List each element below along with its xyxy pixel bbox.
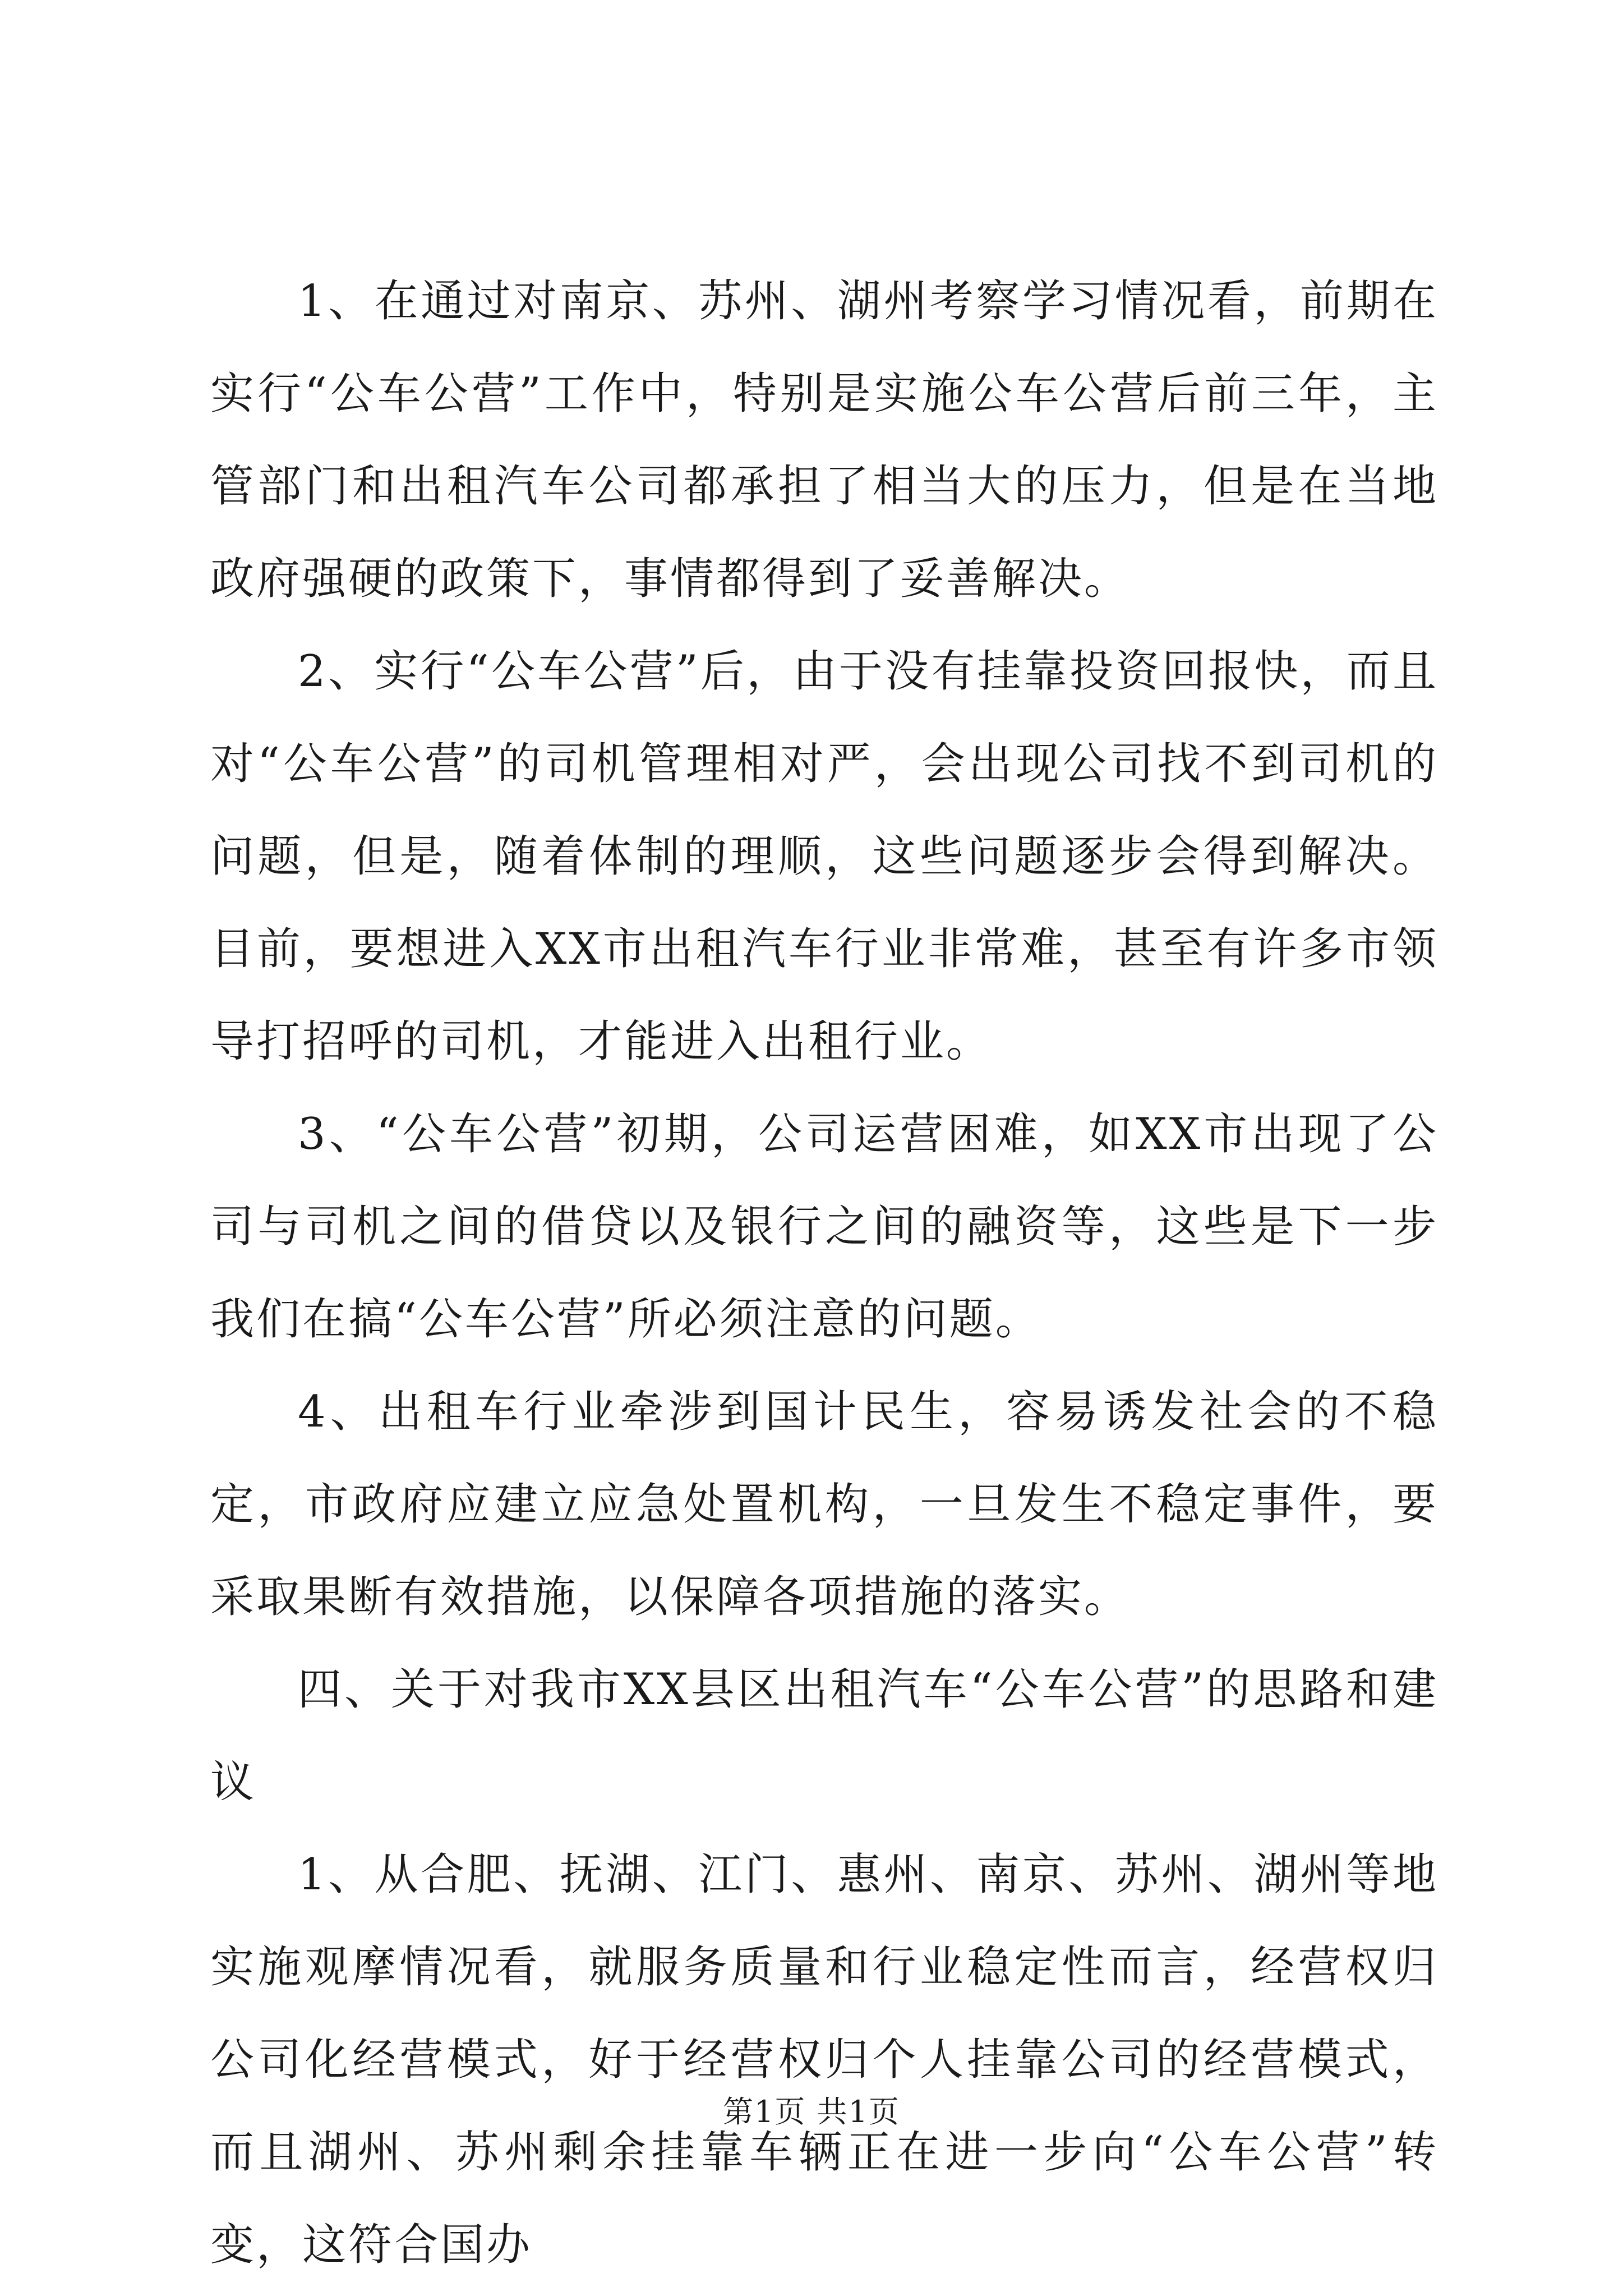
page-footer: 第1页 共1页 — [723, 2094, 900, 2129]
section-heading-four: 四、关于对我市XX县区出租汽车“公车公营”的思路和建议 — [210, 1664, 1438, 1807]
paragraph-point-3-early-difficulties: 3、“公车公营”初期，公司运营困难，如XX市出现了公司与司机之间的借贷以及银行之间的融资等，这些是下一步我们在搞“公车公营”所必须注意的问题。 — [210, 1109, 1438, 1345]
paragraph-point-4-stability: 4、出租车行业牵涉到国计民生，容易诱发社会的不稳定，市政府应建立应急处置机构，一旦发生不稳定事件，要采取果断有效措施，以保障各项措施的落实。 — [210, 1387, 1438, 1622]
document-body — [210, 255, 1438, 2292]
paragraph-point-2-driver-management: 2、实行“公车公营”后，由于没有挂靠投资回报快，而且对“公车公营”的司机管理相对严，会出现公司找不到司机的问题，但是，随着体制的理顺，这些问题逐步会得到解决。目前，要想进入XX市出租汽车行业非常难，甚至有许多市领导打招呼的司机，才能进入出租行业。 — [210, 646, 1438, 1067]
paragraph-section-four-point-1: 1、从合肥、抚湖、江门、惠州、南京、苏州、湖州等地实施观摩情况看，就服务质量和行业稳定性而言，经营权归公司化经营模式，好于经营权归个人挂靠公司的经营模式，而且湖州、苏州剩余挂靠车辆正在进一步向“公车公营”转变，这符合国办 — [210, 1849, 1438, 2270]
paragraph-point-1-observations: 1、在通过对南京、苏州、湖州考察学习情况看，前期在实行“公车公营”工作中，特别是实施公车公营后前三年，主管部门和出租汽车公司都承担了相当大的压力，但是在当地政府强硬的政策下，事情都得到了妥善解决。 — [210, 276, 1438, 604]
